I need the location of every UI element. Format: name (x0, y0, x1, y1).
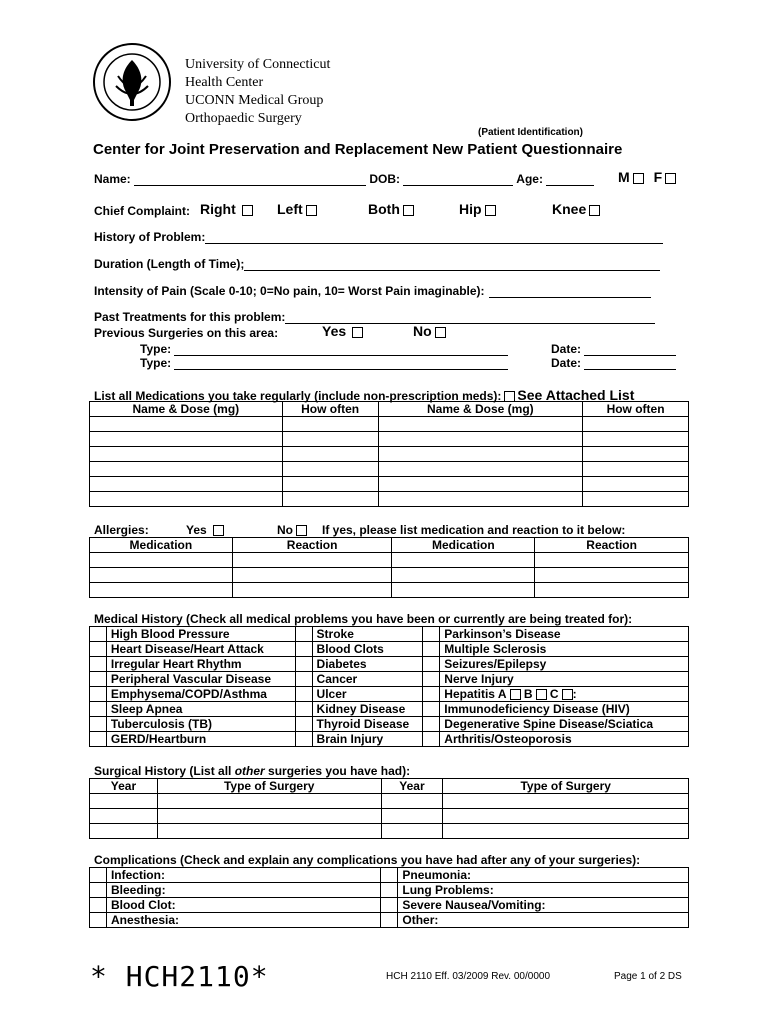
date-row-1 (551, 342, 676, 356)
medical-history-heading: Medical History (Check all medical problems you have been or currently are being treated for): (94, 612, 633, 626)
cc-knee-option (552, 201, 600, 217)
medications-heading: List all Medications you take regularly (include non-prescription meds): (94, 389, 502, 403)
condition-label: Diabetes (312, 657, 423, 672)
table-cell[interactable] (282, 492, 378, 507)
complication-label: Bleeding: (106, 883, 380, 898)
table-header-row (90, 538, 689, 553)
table-cell[interactable] (535, 583, 689, 598)
complication-checkbox[interactable] (90, 883, 107, 898)
table-cell[interactable] (378, 447, 583, 462)
complications-table (89, 867, 689, 928)
surgical-heading-em: other (234, 764, 265, 778)
table-cell[interactable] (282, 417, 378, 432)
table-row (90, 898, 689, 913)
table-cell[interactable] (583, 447, 689, 462)
table-row (90, 462, 689, 477)
male-label: M (618, 169, 630, 185)
surgical-history-heading (94, 764, 410, 778)
table-cell[interactable] (90, 568, 233, 583)
table-cell[interactable] (90, 462, 283, 477)
table-cell[interactable] (381, 794, 443, 809)
condition-label: Irregular Heart Rhythm (106, 657, 295, 672)
form-info: HCH 2110 Eff. 03/2009 Rev. 00/0000 (386, 971, 550, 982)
table-cell[interactable] (378, 417, 583, 432)
surgical-heading-post: surgeries you have had): (264, 764, 411, 778)
condition-label: Ulcer (312, 687, 423, 702)
table-row (90, 657, 689, 672)
complication-label: Other: (398, 913, 689, 928)
hepatitis-c-label: C (549, 687, 559, 701)
condition-label: Emphysema/COPD/Asthma (106, 687, 295, 702)
condition-label: Immunodeficiency Disease (HIV) (440, 702, 689, 717)
name-row (94, 172, 594, 186)
history-field[interactable] (205, 243, 663, 244)
table-row (90, 642, 689, 657)
condition-checkbox[interactable] (90, 657, 107, 672)
hepatitis-colon: : (572, 687, 577, 701)
prev-yes-label: Yes (322, 323, 347, 339)
complication-label: Lung Problems: (398, 883, 689, 898)
table-cell[interactable] (282, 477, 378, 492)
page-number: Page 1 of 2 DS (614, 971, 682, 982)
table-row (90, 553, 689, 568)
table-cell[interactable] (90, 583, 233, 598)
cc-right-label: Right (200, 201, 236, 217)
condition-label: Sleep Apnea (106, 702, 295, 717)
condition-label: Peripheral Vascular Disease (106, 672, 295, 687)
table-cell[interactable] (443, 809, 689, 824)
table-row (90, 809, 689, 824)
duration-field[interactable] (244, 270, 660, 271)
condition-checkbox[interactable] (90, 717, 107, 732)
allergies-yes-checkbox[interactable] (213, 525, 224, 536)
table-row (90, 583, 689, 598)
table-cell[interactable] (583, 477, 689, 492)
history-label: History of Problem: (94, 230, 206, 244)
table-row (90, 717, 689, 732)
condition-checkbox[interactable] (295, 627, 312, 642)
condition-checkbox[interactable] (423, 717, 440, 732)
date-label: Date: (551, 356, 582, 370)
institution-line: Health Center (185, 75, 264, 90)
condition-checkbox[interactable] (295, 717, 312, 732)
chief-complaint-label: Chief Complaint: (94, 204, 190, 218)
table-row (90, 477, 689, 492)
cc-right-option (200, 201, 253, 217)
page-title: Center for Joint Preservation and Replacement New Patient Questionnaire (93, 141, 623, 158)
condition-checkbox[interactable] (295, 657, 312, 672)
complication-label: Anesthesia: (106, 913, 380, 928)
table-cell[interactable] (90, 824, 158, 839)
condition-checkbox[interactable] (90, 627, 107, 642)
allergies-no-label: No (277, 523, 293, 537)
complication-label: Pneumonia: (398, 868, 689, 883)
table-cell[interactable] (378, 432, 583, 447)
cc-hip-label: Hip (459, 201, 482, 217)
complication-label: Infection: (106, 868, 380, 883)
cc-both-checkbox[interactable] (403, 205, 414, 216)
table-cell[interactable] (378, 462, 583, 477)
surgical-history-table (89, 778, 689, 839)
table-cell[interactable] (583, 492, 689, 507)
cc-left-label: Left (277, 201, 303, 217)
condition-label: Thyroid Disease (312, 717, 423, 732)
table-row (90, 702, 689, 717)
surgical-heading-pre: Surgical History (List all (94, 764, 235, 778)
condition-label: Parkinson’s Disease (440, 627, 689, 642)
column-header: Year (90, 779, 158, 794)
past-treatments-row (94, 310, 655, 324)
table-header-row (90, 402, 689, 417)
cc-knee-label: Knee (552, 201, 587, 217)
intensity-field[interactable] (489, 297, 651, 298)
condition-checkbox[interactable] (90, 687, 107, 702)
duration-label: Duration (Length of Time); (94, 257, 245, 271)
cc-hip-option (459, 201, 496, 217)
table-row (90, 687, 689, 702)
table-cell[interactable] (378, 492, 583, 507)
condition-label: High Blood Pressure (106, 627, 295, 642)
past-treatments-label: Past Treatments for this problem: (94, 310, 286, 324)
table-cell[interactable] (90, 432, 283, 447)
institution-line: Orthopaedic Surgery (185, 111, 302, 126)
table-row (90, 672, 689, 687)
column-header: Type of Surgery (443, 779, 689, 794)
allergies-yes-label: Yes (186, 523, 207, 537)
institution-line: University of Connecticut (185, 57, 331, 72)
name-field[interactable] (134, 185, 366, 186)
table-cell[interactable] (90, 809, 158, 824)
prev-yes-option (322, 323, 363, 339)
condition-checkbox[interactable] (423, 732, 440, 747)
male-checkbox[interactable] (633, 173, 644, 184)
prev-surgeries-label: Previous Surgeries on this area: (94, 326, 279, 340)
table-row (90, 883, 689, 898)
table-row (90, 447, 689, 462)
table-cell[interactable] (90, 794, 158, 809)
date-label: Date: (551, 342, 582, 356)
prev-no-option (413, 323, 446, 339)
date-field[interactable] (584, 369, 676, 370)
table-cell[interactable] (392, 568, 535, 583)
age-field[interactable] (546, 185, 594, 186)
column-header: Name & Dose (mg) (90, 402, 283, 417)
column-header: Year (381, 779, 443, 794)
column-header: Name & Dose (mg) (378, 402, 583, 417)
table-header-row (90, 779, 689, 794)
table-cell[interactable] (381, 809, 443, 824)
allergies-label: Allergies: (94, 523, 149, 537)
medical-history-table (89, 626, 689, 747)
column-header: Medication (392, 538, 535, 553)
condition-checkbox[interactable] (423, 672, 440, 687)
table-cell[interactable] (583, 432, 689, 447)
condition-label: Brain Injury (312, 732, 423, 747)
condition-checkbox[interactable] (295, 732, 312, 747)
condition-label: Seizures/Epilepsy (440, 657, 689, 672)
allergies-no-checkbox[interactable] (296, 525, 307, 536)
allergies-instruction: If yes, please list medication and reaction to it below: (322, 523, 626, 537)
female-label: F (653, 169, 663, 185)
table-cell[interactable] (90, 477, 283, 492)
column-header: How often (583, 402, 689, 417)
table-row (90, 868, 689, 883)
table-cell[interactable] (90, 492, 283, 507)
age-label: Age: (516, 172, 543, 186)
column-header: Reaction (535, 538, 689, 553)
medications-table (89, 401, 689, 507)
form-barcode: * HCH2110* (90, 960, 269, 993)
hepatitis-b-checkbox[interactable] (536, 689, 547, 700)
condition-checkbox[interactable] (295, 702, 312, 717)
cc-left-checkbox[interactable] (306, 205, 317, 216)
hepatitis-a-checkbox[interactable] (510, 689, 521, 700)
type-field[interactable] (174, 369, 508, 370)
history-row (94, 230, 663, 244)
hepatitis-b-label: B (523, 687, 533, 701)
table-row (90, 824, 689, 839)
table-cell[interactable] (232, 553, 392, 568)
complication-checkbox[interactable] (90, 868, 107, 883)
name-label: Name: (94, 172, 131, 186)
table-cell[interactable] (157, 809, 381, 824)
condition-checkbox[interactable] (423, 627, 440, 642)
institution-block (185, 56, 330, 128)
condition-checkbox[interactable] (295, 687, 312, 702)
cc-hip-checkbox[interactable] (485, 205, 496, 216)
table-row (90, 492, 689, 507)
type-label: Type: (140, 342, 172, 356)
complication-checkbox[interactable] (381, 883, 398, 898)
column-header: How often (282, 402, 378, 417)
cc-right-checkbox[interactable] (242, 205, 253, 216)
table-cell[interactable] (157, 794, 381, 809)
complication-checkbox[interactable] (381, 868, 398, 883)
institution-line: UCONN Medical Group (185, 93, 324, 108)
table-row (90, 432, 689, 447)
female-checkbox[interactable] (665, 173, 676, 184)
table-cell[interactable] (90, 417, 283, 432)
complication-checkbox[interactable] (381, 898, 398, 913)
table-cell[interactable] (232, 583, 392, 598)
intensity-row (94, 284, 651, 298)
condition-checkbox[interactable] (423, 657, 440, 672)
complication-label: Severe Nausea/Vomiting: (398, 898, 689, 913)
condition-checkbox[interactable] (90, 642, 107, 657)
sex-options (618, 169, 676, 185)
table-row (90, 794, 689, 809)
condition-checkbox[interactable] (423, 702, 440, 717)
date-row-2 (551, 356, 676, 370)
type-label: Type: (140, 356, 172, 370)
type-row-2 (140, 356, 508, 370)
cc-both-option (368, 201, 414, 217)
condition-label: GERD/Heartburn (106, 732, 295, 747)
complications-heading: Complications (Check and explain any complications you have had after any of your surgeries): (94, 853, 641, 867)
dob-label: DOB: (369, 172, 401, 186)
prev-no-checkbox[interactable] (435, 327, 446, 338)
allergies-yes-option (186, 523, 224, 537)
table-cell[interactable] (157, 824, 381, 839)
column-header: Reaction (232, 538, 392, 553)
condition-label: Tuberculosis (TB) (106, 717, 295, 732)
table-cell[interactable] (282, 447, 378, 462)
table-cell[interactable] (378, 477, 583, 492)
condition-label: Kidney Disease (312, 702, 423, 717)
table-row (90, 568, 689, 583)
condition-label: Hepatitis A (444, 687, 507, 701)
intensity-label: Intensity of Pain (Scale 0-10; 0=No pain, 10= Worst Pain imaginable): (94, 284, 485, 298)
complication-checkbox[interactable] (90, 913, 107, 928)
condition-label: Degenerative Spine Disease/Sciatica (440, 717, 689, 732)
prev-yes-checkbox[interactable] (352, 327, 363, 338)
condition-label: Cancer (312, 672, 423, 687)
table-row (90, 732, 689, 747)
condition-checkbox[interactable] (295, 672, 312, 687)
table-cell[interactable] (282, 462, 378, 477)
table-cell[interactable] (90, 553, 233, 568)
type-row-1 (140, 342, 508, 356)
condition-label: Arthritis/Osteoporosis (440, 732, 689, 747)
table-row (90, 913, 689, 928)
duration-row (94, 257, 660, 271)
condition-checkbox[interactable] (295, 642, 312, 657)
column-header: Type of Surgery (157, 779, 381, 794)
table-cell[interactable] (392, 553, 535, 568)
table-cell[interactable] (282, 432, 378, 447)
condition-label: Multiple Sclerosis (440, 642, 689, 657)
see-attached-label: See Attached List (517, 387, 635, 403)
condition-checkbox[interactable] (90, 672, 107, 687)
cc-left-option (277, 201, 317, 217)
patient-id-label: (Patient Identification) (478, 127, 583, 138)
table-cell[interactable] (90, 447, 283, 462)
table-row (90, 627, 689, 642)
cc-both-label: Both (368, 201, 400, 217)
table-cell[interactable] (583, 417, 689, 432)
condition-label: Stroke (312, 627, 423, 642)
complication-label: Blood Clot: (106, 898, 380, 913)
cc-knee-checkbox[interactable] (589, 205, 600, 216)
condition-checkbox[interactable] (423, 642, 440, 657)
condition-label: Blood Clots (312, 642, 423, 657)
table-row (90, 417, 689, 432)
condition-label: Heart Disease/Heart Attack (106, 642, 295, 657)
condition-checkbox[interactable] (90, 702, 107, 717)
dob-field[interactable] (403, 185, 513, 186)
allergies-no-option (277, 523, 307, 537)
table-cell[interactable] (535, 568, 689, 583)
uconn-health-center-seal (92, 42, 172, 122)
condition-checkbox[interactable] (90, 732, 107, 747)
condition-checkbox[interactable] (423, 687, 440, 702)
allergies-table (89, 537, 689, 598)
hepatitis-cell (440, 687, 689, 702)
condition-label: Nerve Injury (440, 672, 689, 687)
table-cell[interactable] (583, 462, 689, 477)
complication-checkbox[interactable] (90, 898, 107, 913)
column-header: Medication (90, 538, 233, 553)
table-cell[interactable] (392, 583, 535, 598)
hepatitis-c-checkbox[interactable] (562, 689, 573, 700)
table-cell[interactable] (443, 824, 689, 839)
table-cell[interactable] (232, 568, 392, 583)
table-cell[interactable] (443, 794, 689, 809)
table-cell[interactable] (381, 824, 443, 839)
prev-no-label: No (413, 323, 432, 339)
complication-checkbox[interactable] (381, 913, 398, 928)
table-cell[interactable] (535, 553, 689, 568)
